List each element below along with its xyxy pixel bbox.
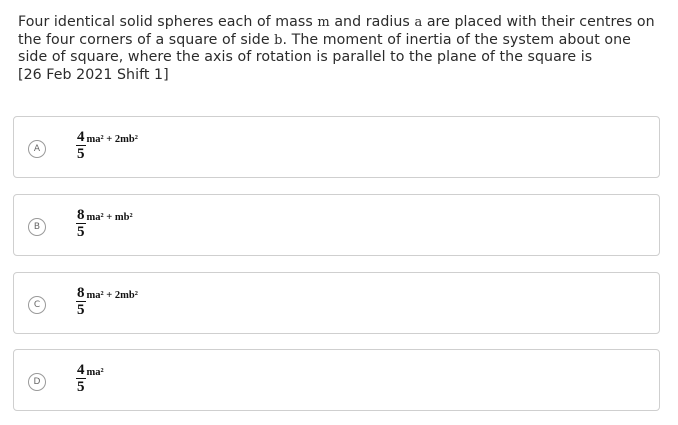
question-source: [26 Feb 2021 Shift 1]	[18, 66, 169, 83]
expression: ma² + 2mb²	[86, 289, 138, 301]
numerator: 4	[77, 129, 85, 145]
denominator: 5	[77, 379, 85, 395]
side-symbol: b	[274, 32, 283, 48]
option-c-formula	[76, 286, 138, 319]
fraction	[76, 208, 86, 241]
denominator: 5	[77, 224, 85, 240]
mass-symbol: m	[317, 15, 330, 30]
option-d-formula	[76, 363, 104, 396]
fraction	[76, 286, 86, 319]
question-line-2: the four corners of a square of side b. The moment of inertia of the system about one	[18, 31, 631, 48]
expression: ma² + 2mb²	[86, 133, 138, 145]
numerator: 4	[77, 362, 85, 378]
option-c-badge: C	[28, 296, 46, 314]
fraction	[76, 130, 86, 163]
expression: ma²	[86, 366, 104, 378]
option-d-badge: D	[28, 373, 46, 391]
option-a-badge: A	[28, 140, 46, 158]
fraction	[76, 363, 86, 396]
option-a[interactable]	[13, 116, 660, 178]
numerator: 8	[77, 207, 85, 223]
denominator: 5	[77, 146, 85, 162]
option-c[interactable]	[13, 272, 660, 334]
question-line-3: side of square, where the axis of rotation is parallel to the plane of the square is	[18, 49, 593, 66]
question-line-1: Four identical solid spheres each of mass m and radius a are placed with their centres on	[18, 14, 655, 30]
denominator: 5	[77, 302, 85, 318]
option-a-formula	[76, 130, 138, 163]
question-text	[18, 14, 658, 84]
numerator: 8	[77, 285, 85, 301]
expression: ma² + mb²	[86, 211, 133, 223]
option-b-formula	[76, 208, 133, 241]
option-b[interactable]	[13, 194, 660, 256]
option-b-badge: B	[28, 218, 46, 236]
option-d[interactable]	[13, 349, 660, 411]
radius-symbol: a	[414, 15, 423, 30]
